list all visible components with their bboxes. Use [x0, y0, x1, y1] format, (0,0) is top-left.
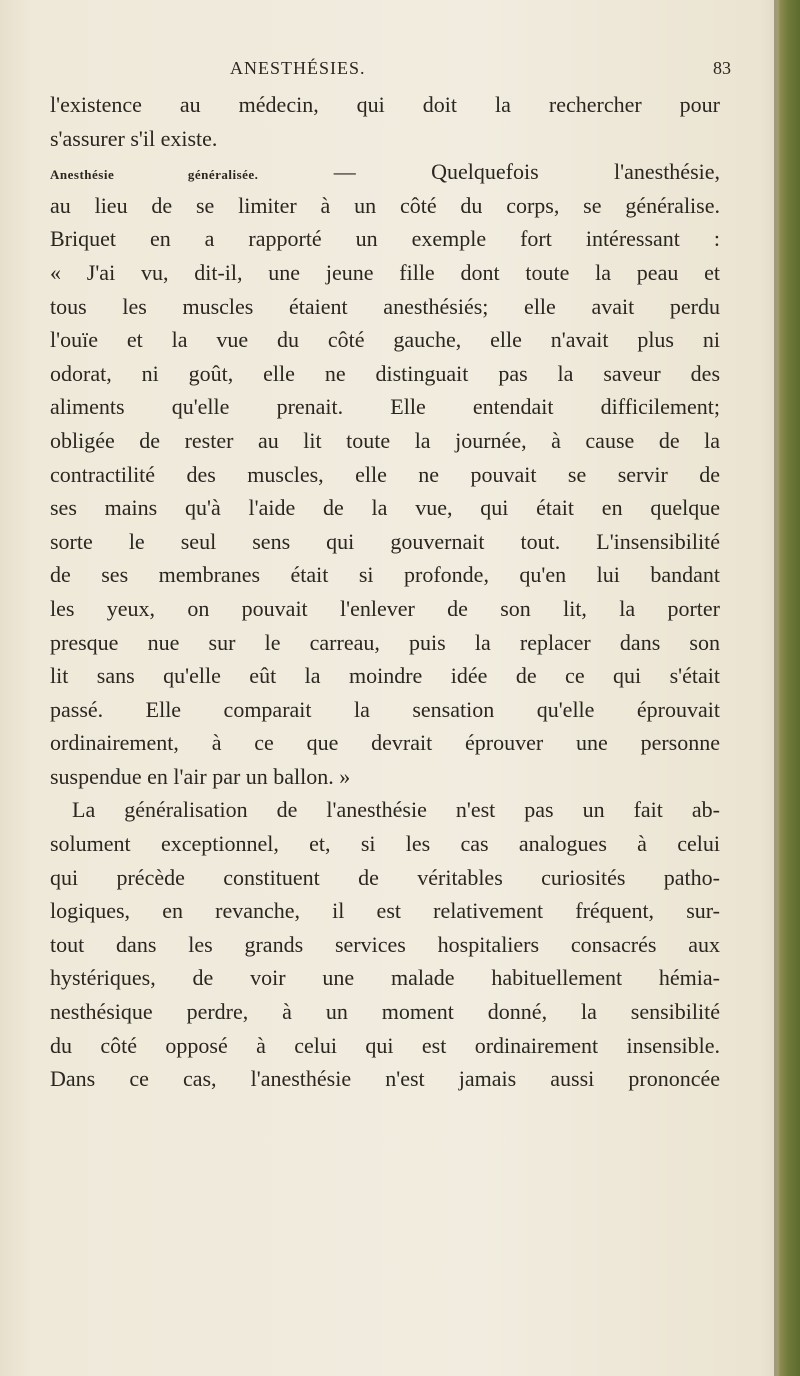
section-sidenote: Anesthésie généralisée.	[50, 167, 259, 183]
text-line: nesthésique perdre, à un moment donné, la sensibilité	[50, 999, 720, 1025]
text-line: tout dans les grands services hospitaliers consacrés aux	[50, 931, 720, 957]
text-line: tous les muscles étaient anesthésiés; elle avait perdu	[50, 293, 720, 319]
text-line-rest: — Quelquefois l'anesthésie,	[333, 159, 721, 185]
running-header	[0, 58, 800, 82]
text-line: hystériques, de voir une malade habituellement hémia-	[50, 965, 720, 991]
text-line: suspendue en l'air par un ballon. »	[50, 763, 351, 789]
text-line: l'existence au médecin, qui doit la rechercher pour	[50, 92, 720, 117]
page-number: 83	[713, 58, 731, 78]
text-line: contractilité des muscles, elle ne pouvait se servir de	[50, 461, 720, 487]
text-line: ses mains qu'à l'aide de la vue, qui était en quelque	[50, 495, 720, 521]
text-line-with-sidenote	[50, 155, 720, 189]
text-line: La généralisation de l'anesthésie n'est pas un fait ab-	[72, 797, 720, 823]
text-line: lit sans qu'elle eût la moindre idée de ce qui s'était	[50, 663, 720, 689]
text-line: du côté opposé à celui qui est ordinairement insensible.	[50, 1032, 720, 1058]
page-edge	[774, 0, 800, 1376]
text-line: s'assurer s'il existe.	[50, 125, 218, 151]
text-line: Briquet en a rapporté un exemple fort intéressant :	[50, 226, 720, 252]
text-line: passé. Elle comparait la sensation qu'elle éprouvait	[50, 696, 720, 722]
text-line: les yeux, on pouvait l'enlever de son lit, la porter	[50, 595, 720, 621]
text-line: odorat, ni goût, elle ne distinguait pas la saveur des	[50, 360, 720, 386]
text-line: de ses membranes était si profonde, qu'en lui bandant	[50, 562, 720, 588]
header-title: ANESTHÉSIES.	[230, 58, 366, 78]
text-line: presque nue sur le carreau, puis la replacer dans son	[50, 629, 720, 655]
text-line: Dans ce cas, l'anesthésie n'est jamais aussi prononcée	[50, 1066, 720, 1092]
text-line: aliments qu'elle prenait. Elle entendait difficilement;	[50, 394, 720, 420]
text-line: l'ouïe et la vue du côté gauche, elle n'avait plus ni	[50, 327, 720, 353]
body-text	[50, 88, 720, 1096]
text-line: solument exceptionnel, et, si les cas analogues à celui	[50, 831, 720, 857]
text-line: ordinairement, à ce que devrait éprouver une personne	[50, 730, 720, 756]
text-line: qui précède constituent de véritables curiosités patho-	[50, 864, 720, 890]
text-line: obligée de rester au lit toute la journée, à cause de la	[50, 427, 720, 453]
text-line: au lieu de se limiter à un côté du corps, se généralise.	[50, 192, 720, 218]
text-line: sorte le seul sens qui gouvernait tout. L'insensibilité	[50, 528, 720, 554]
text-line: « J'ai vu, dit-il, une jeune fille dont toute la peau et	[50, 259, 720, 285]
text-line: logiques, en revanche, il est relativement fréquent, sur-	[50, 898, 720, 924]
